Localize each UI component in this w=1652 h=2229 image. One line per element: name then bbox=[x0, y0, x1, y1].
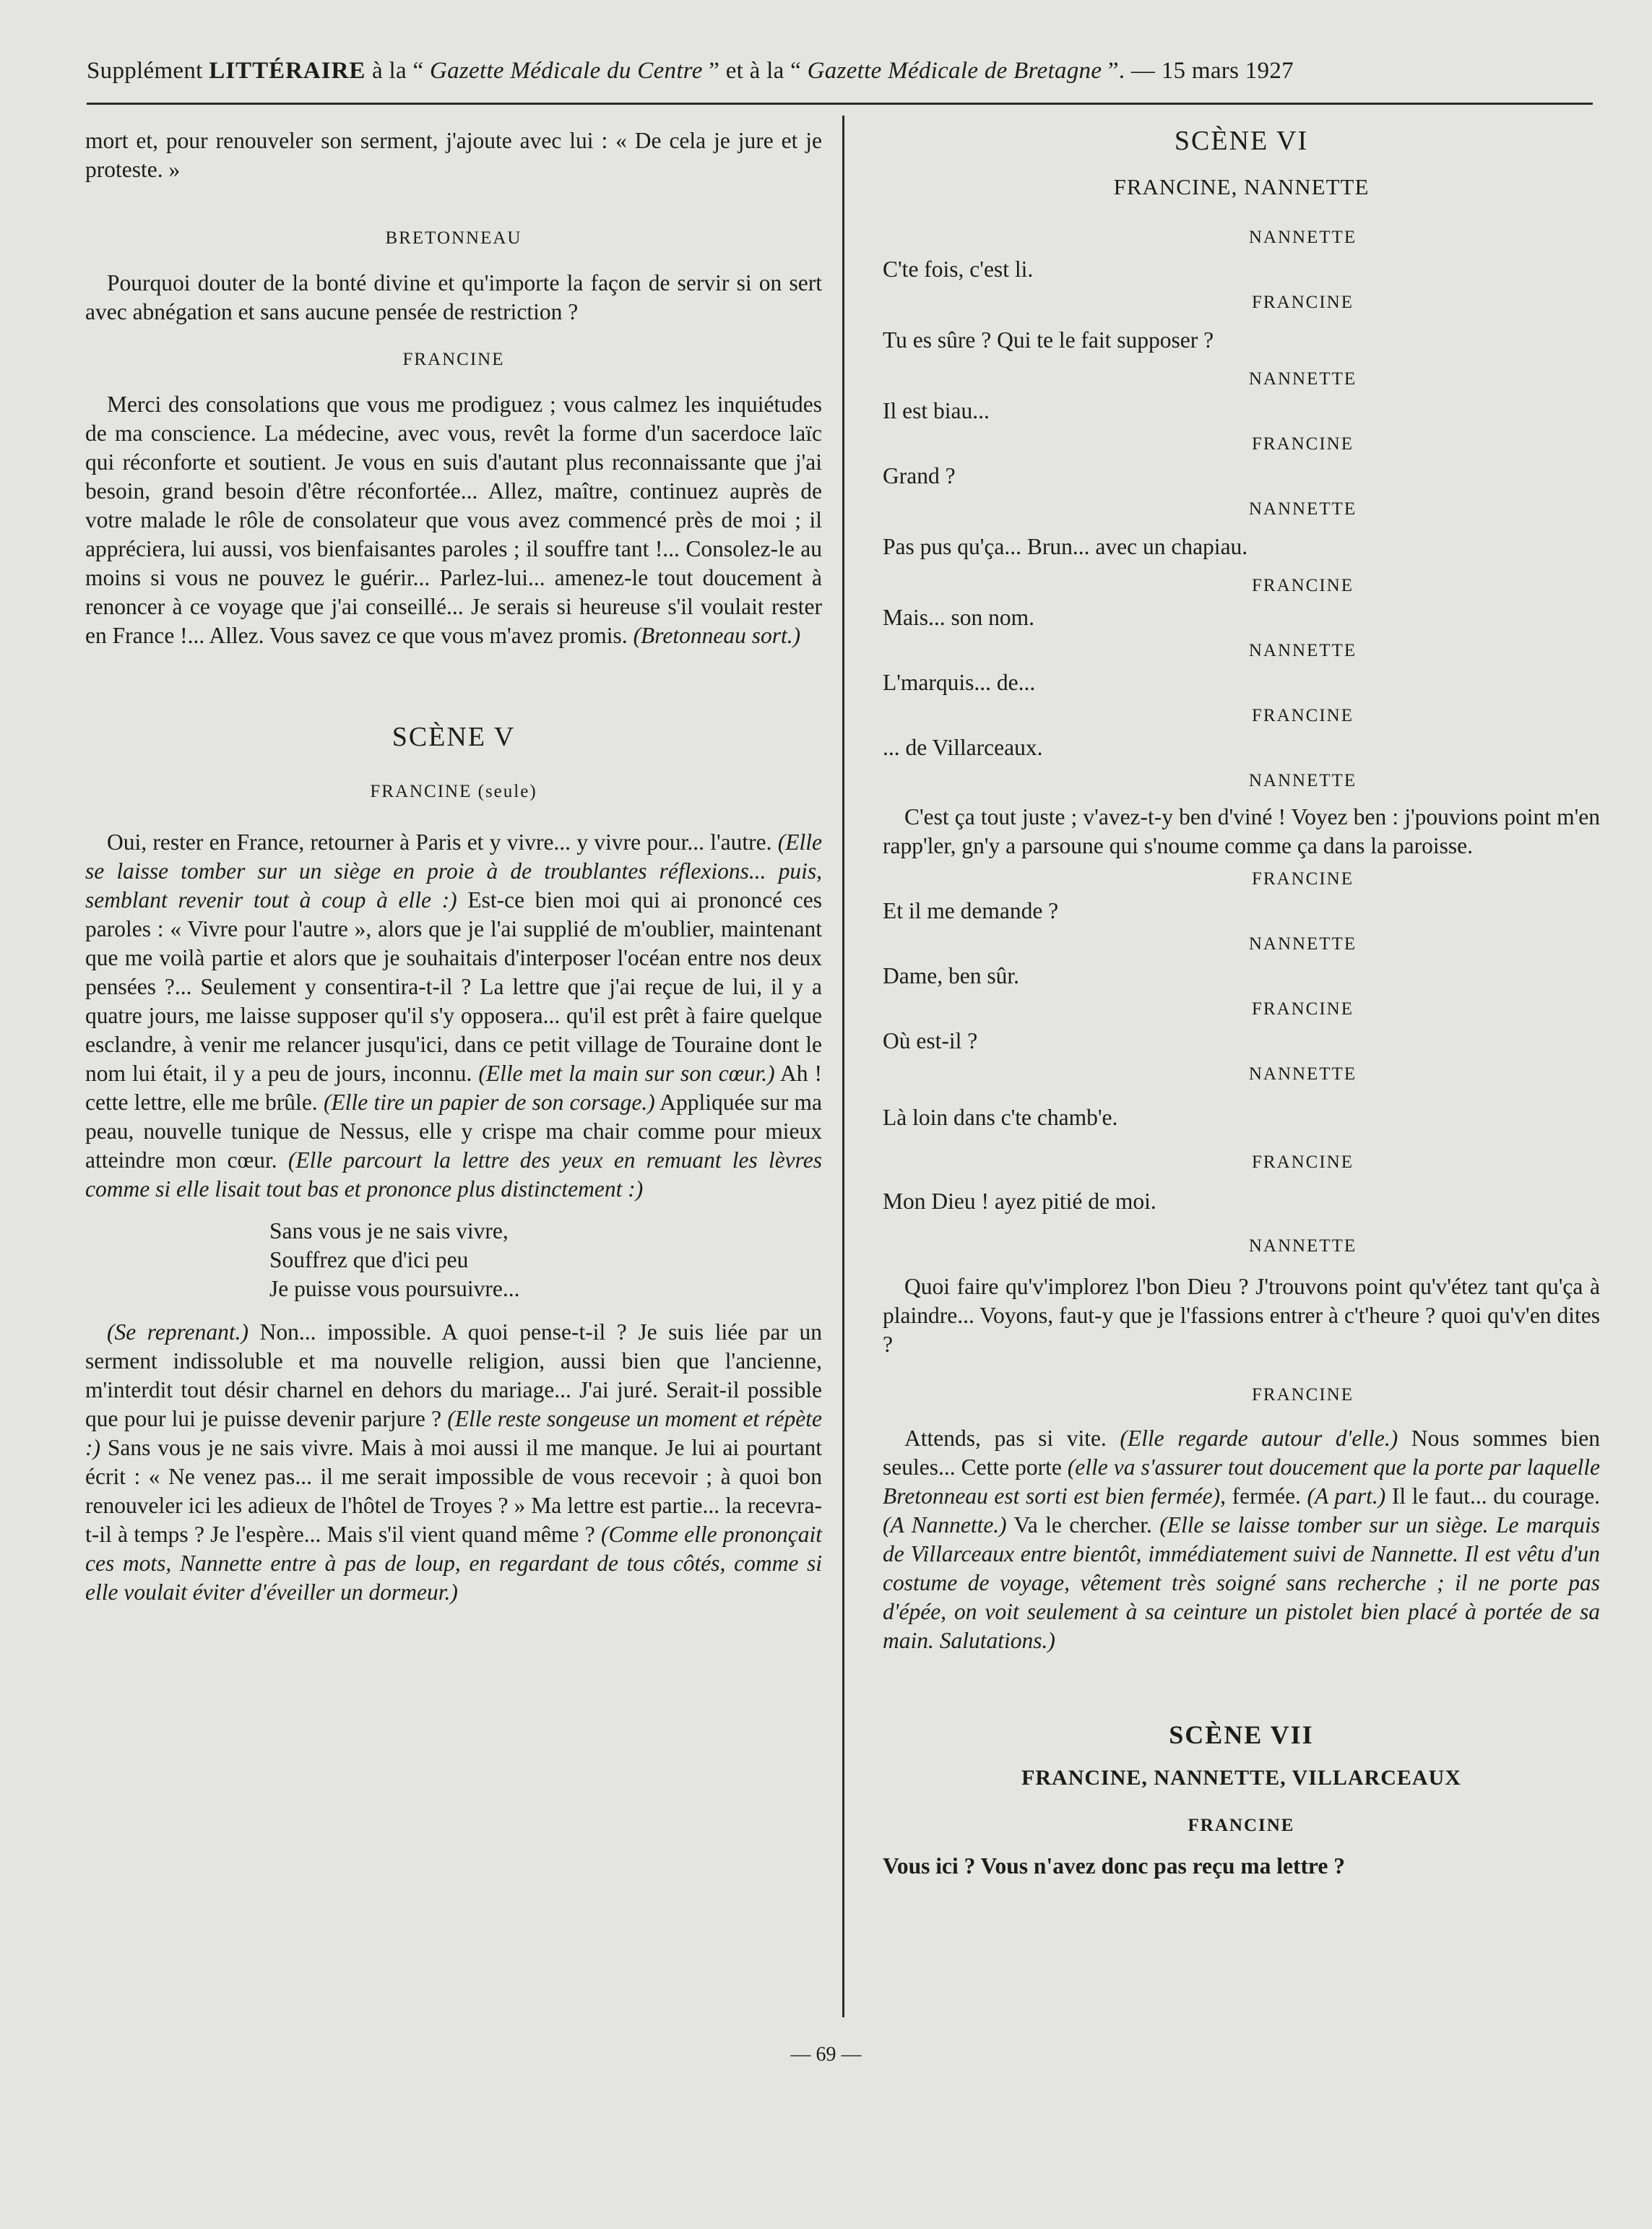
speaker-label: FRANCINE bbox=[1251, 434, 1354, 454]
verse-quote bbox=[269, 1217, 822, 1303]
dialogue-line: Dame, ben sûr. bbox=[883, 963, 1019, 988]
speaker-label: FRANCINE bbox=[402, 350, 505, 369]
dialogue-line: ... de Villarceaux. bbox=[883, 735, 1043, 760]
paragraph: Pourquoi douter de la bonté divine et qu'importe la façon de servir si on sert avec abnégation et sans aucune pensée de restriction ? bbox=[85, 270, 822, 324]
paragraph: Oui, rester en France, retourner à Paris et y vivre... y vivre pour... l'autre. (Elle se laisse tomber sur un siège en proie à de troublantes réflexions... puis, semblant revenir tout à coup à elle :) Est-ce bien moi qui ai prononcé ces paroles : « Vivre pour l'autre », alors que je l'ai supplié de m'oublier, maintenant que me voilà partie et alors que je souhaitais d'interposer l'océan entre nos deux pensées ?... Seulement y consentira-t-il ? La lettre que j'ai reçue de lui, il y a quatre jours, me laisse supposer qu'il s'y opposera... qu'il est prêt à faire quelque esclandre, à venir me relancer jusqu'ici, dans ce petit village de Touraine dont le nom lui était, il y a peu de jours, inconnu. (Elle met la main sur son cœur.) Ah ! cette lettre, elle me brûle. (Elle tire un papier de son corsage.) Appliquée sur ma peau, nouvelle tunique de Nessus, elle y crispe ma chair comme pour mieux atteindre mon cœur. (Elle parcourt la lettre des yeux en remuant les lèvres comme si elle lisait tout bas et prononce plus distinctement :) bbox=[85, 829, 823, 1202]
scene-heading: SCÈNE VI bbox=[1174, 126, 1309, 156]
speaker-label: FRANCINE bbox=[1251, 1385, 1354, 1405]
speaker-label: NANNETTE bbox=[1248, 1236, 1357, 1256]
speaker-label: FRANCINE bbox=[1251, 706, 1354, 725]
speaker-label: FRANCINE bbox=[1251, 999, 1354, 1019]
scene-heading: SCÈNE V bbox=[392, 722, 516, 752]
dialogue-line: Grand ? bbox=[883, 463, 956, 488]
left-column bbox=[85, 126, 822, 1607]
speaker-label: NANNETTE bbox=[1248, 499, 1357, 519]
paragraph: mort et, pour renouveler son serment, j'ajoute avec lui : « De cela je jure et je proteste. » bbox=[85, 128, 822, 182]
dialogue-line: Où est-il ? bbox=[883, 1028, 978, 1053]
speaker-label: NANNETTE bbox=[1248, 369, 1357, 389]
scene-characters: FRANCINE (seule) bbox=[370, 782, 537, 801]
speaker-label: FRANCINE bbox=[1188, 1816, 1295, 1835]
dialogue-line: Mon Dieu ! ayez pitié de moi. bbox=[883, 1189, 1156, 1214]
dialogue-line: L'marquis... de... bbox=[883, 670, 1036, 695]
dialogue-line: Là loin dans c'te chamb'e. bbox=[883, 1105, 1118, 1130]
speaker-label: FRANCINE bbox=[1251, 1152, 1354, 1172]
speaker-label: NANNETTE bbox=[1248, 934, 1357, 954]
column-divider bbox=[842, 116, 844, 2017]
scene-characters: FRANCINE, NANNETTE bbox=[1113, 174, 1370, 199]
scene-heading: SCÈNE VII bbox=[1169, 1720, 1314, 1749]
speaker-label: FRANCINE bbox=[1251, 869, 1354, 889]
dialogue-line: Pas pus qu'ça... Brun... avec un chapiau. bbox=[883, 534, 1248, 559]
dialogue-line: Attends, pas si vite. (Elle regarde autour d'elle.) Nous sommes bien seules... Cette porte (elle va s'assurer tout doucement que la porte par laquelle Bretonneau est sorti est bien fermée), fermée. (A part.) Il le faut... du courage. (A Nannette.) Va le chercher. (Elle se laisse tomber sur un siège. Le marquis de Villarceaux entre bientôt, immédiatement suivi de Nannette. Il est vêtu d'un costume de voyage, vêtement très soigné sans recherche ; il ne porte pas d'épée, on voit seulement à sa ceinture un pistolet bien placé à portée de sa main. Salutations.) bbox=[883, 1426, 1601, 1653]
speaker-label: BRETONNEAU bbox=[385, 228, 522, 248]
paragraph: Merci des consolations que vous me prodiguez ; vous calmez les inquiétudes de ma conscience. La médecine, avec vous, revêt la forme d'un sacerdoce laïc qui réconforte et soutient. Je vous en suis d'autant plus reconnaissante que j'ai besoin, grand besoin d'être réconfortée... Allez, maître, continuez auprès de votre malade le rôle de consolateur que vous avez commencé près de moi ; il appréciera, lui aussi, vos bienfaisantes paroles ; il souffre tant !... Consolez-le au moins si vous ne pouvez le guérir... Parlez-lui... amenez-le tout doucement à renoncer à ce voyage que j'ai conseillé... Je serais si heureuse s'il voulait rester en France !... Allez. Vous savez ce que vous m'avez promis. (Bretonneau sort.) bbox=[85, 392, 822, 648]
dialogue-line: Et il me demande ? bbox=[883, 898, 1059, 923]
right-column bbox=[883, 126, 1600, 1881]
dialogue-line: Quoi faire qu'v'implorez l'bon Dieu ? J'trouvons point qu'v'étez tant qu'ça à plaindre... Voyons, faut-y que je l'fassions entrer à c't'heure ? quoi qu'v'en dites ? bbox=[883, 1274, 1600, 1357]
dialogue-line: C'te fois, c'est li. bbox=[883, 256, 1034, 282]
verse-line: Souffrez que d'ici peu bbox=[269, 1247, 469, 1272]
dialogue-line: Il est biau... bbox=[883, 398, 990, 423]
scene-characters: FRANCINE, NANNETTE, VILLARCEAUX bbox=[1021, 1766, 1461, 1790]
running-header: Supplément LITTÉRAIRE à la “ Gazette Médicale du Centre ” et à la “ Gazette Médicale de Bretagne ”. — 15 mars 1927 bbox=[87, 58, 1294, 84]
paragraph: (Se reprenant.) Non... impossible. A quoi pense-t-il ? Je suis liée par un serment indissoluble et ma nouvelle religion, aussi bien que l'ancienne, m'interdit tout désir charnel en dehors du mariage... J'ai juré. Serait-il possible que pour lui je puisse devenir parjure ? (Elle reste songeuse un moment et répète :) Sans vous je ne sais vivre. Mais à moi aussi il me manque. Je lui ai pourtant écrit : « Ne venez pas... il me serait impossible de vous recevoir ; à quoi bon renouveler ici les adieux de l'hôtel de Troyes ? » Ma lettre est partie... la recevra-t-il à temps ? Je l'espère... Mais s'il vient quand même ? (Comme elle prononçait ces mots, Nannette entre à pas de loup, en regardant de tous côtés, comme si elle voulait éviter d'éveiller un dormeur.) bbox=[85, 1319, 822, 1605]
speaker-label: NANNETTE bbox=[1248, 228, 1357, 247]
header-rule bbox=[87, 103, 1593, 105]
speaker-label: FRANCINE bbox=[1251, 293, 1354, 312]
speaker-label: NANNETTE bbox=[1248, 771, 1357, 790]
page-number: — 69 — bbox=[790, 2043, 862, 2066]
dialogue-line: C'est ça tout juste ; v'avez-t-y ben d'viné ! Voyez ben : j'pouvions point m'en rapp'ler, gn'y a parsoune qui s'noume comme ça dans la paroisse. bbox=[883, 804, 1600, 858]
speaker-label: FRANCINE bbox=[1251, 576, 1354, 595]
verse-line: Sans vous je ne sais vivre, bbox=[269, 1218, 509, 1243]
dialogue-line: Tu es sûre ? Qui te le fait supposer ? bbox=[883, 327, 1214, 353]
dialogue-line: Vous ici ? Vous n'avez donc pas reçu ma lettre ? bbox=[883, 1853, 1345, 1879]
speaker-label: NANNETTE bbox=[1248, 1064, 1357, 1084]
speaker-label: NANNETTE bbox=[1248, 641, 1357, 660]
dialogue-line: Mais... son nom. bbox=[883, 605, 1035, 630]
verse-line: Je puisse vous poursuivre... bbox=[269, 1276, 520, 1301]
